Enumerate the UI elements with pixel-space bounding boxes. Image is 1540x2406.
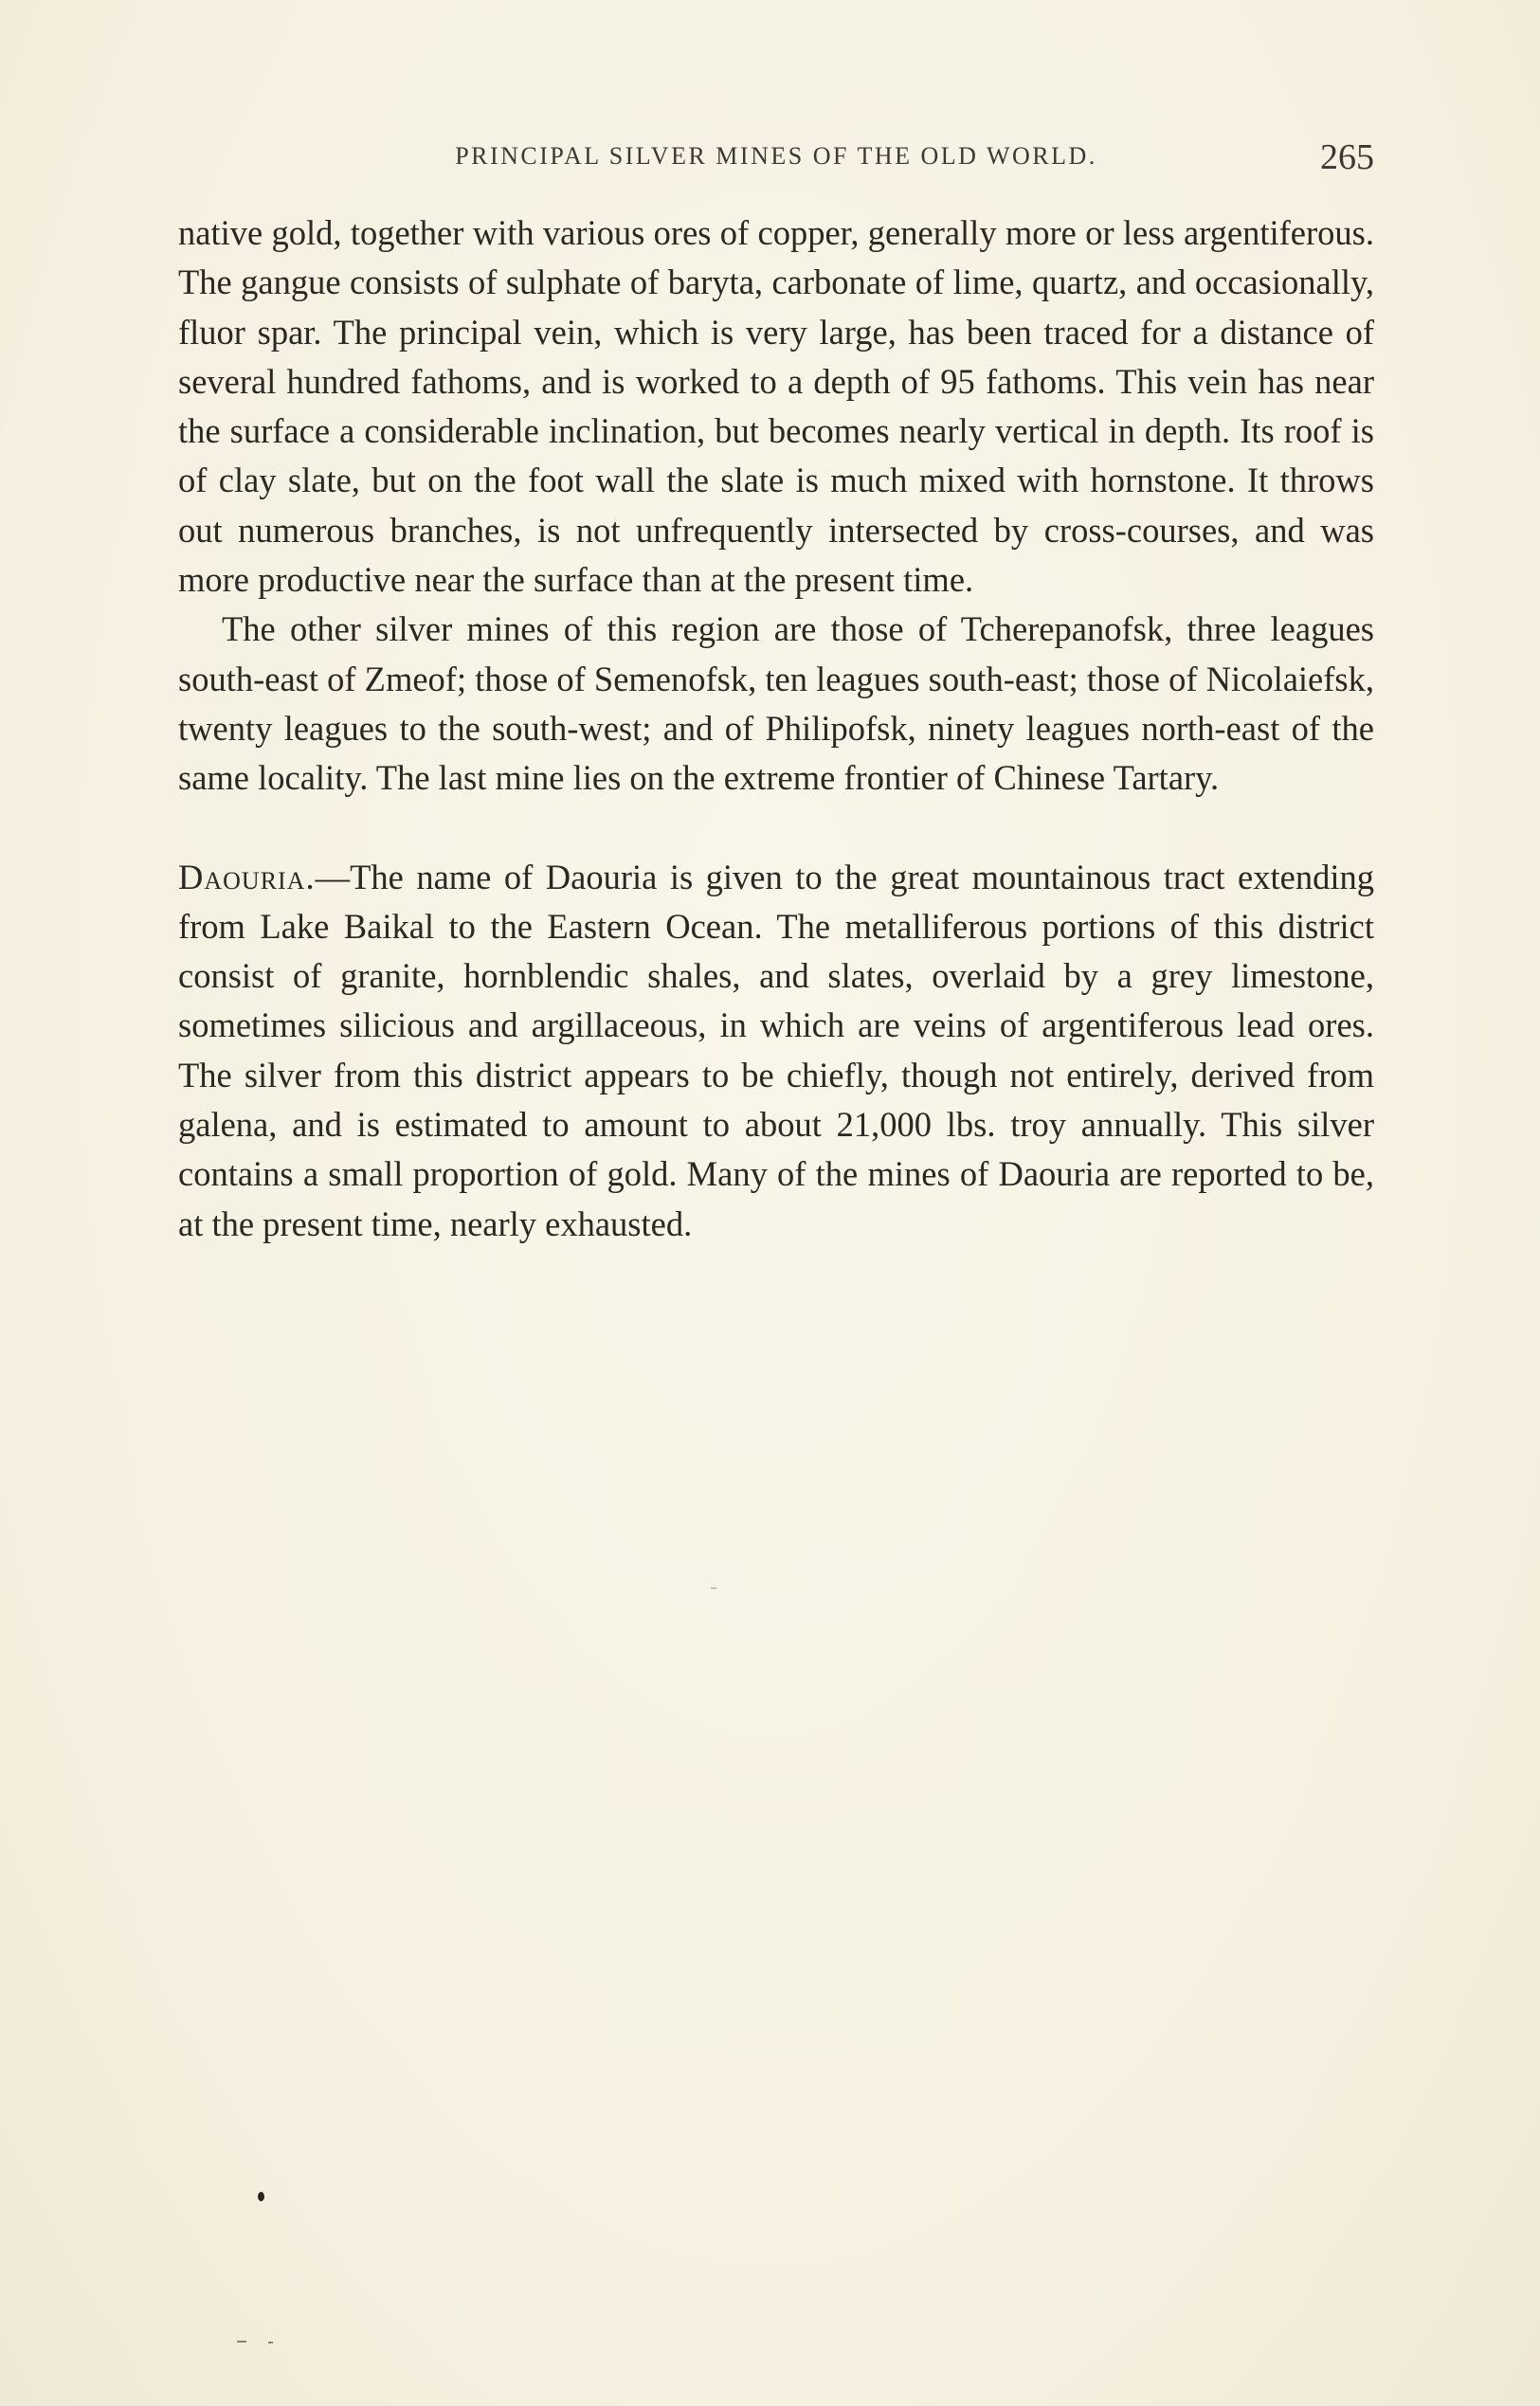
stray-mark xyxy=(237,2341,246,2343)
stray-mark xyxy=(711,1587,716,1589)
paragraph-daouria-text: —The name of Daouria is given to the great mountainous tract extending from Lake Baikal to the Eastern Ocean. The metalliferous portions of this district consist of granite, hornblendic shales, and slates, overlaid by a grey limestone, sometimes silicious and argillaceous, in which are veins of argentiferous lead ores. The silver from this district appears to be chiefly, though not entirely, derived from galena, and is estimated to amount to about 21,000 lbs. troy annually. This silver contains a small proportion of gold. Many of the mines of Daouria are reported to be, at the present time, nearly exhausted. xyxy=(178,857,1374,1243)
paragraph-daouria xyxy=(178,853,1374,1249)
paragraph-other-mines: The other silver mines of this region are those of Tcherepanofsk, three leagues south-east of Zmeof; those of Semenofsk, ten leagues south-east; those of Nicolaiefsk, twenty leagues to the south-west; and of Philipofsk, ninety leagues north-east of the same locality. The last mine lies on the extreme frontier of Chinese Tartary. xyxy=(178,609,1374,798)
body-text xyxy=(178,208,1374,1249)
section-heading-daouria: Daouria. xyxy=(178,857,316,896)
page-number: 265 xyxy=(1320,137,1374,177)
running-title: PRINCIPAL SILVER MINES OF THE OLD WORLD. xyxy=(455,142,1097,170)
ink-speck xyxy=(258,2192,264,2201)
stray-mark xyxy=(268,2342,273,2343)
running-head xyxy=(178,137,1374,180)
paragraph-continued: native gold, together with various ores of copper, generally more or less argentiferous. The gangue consists of sulphate of baryta, carbonate of lime, quartz, and occasionally, fluor spar. The principal vein, which is very large, has been traced for a distance of several hundred fathoms, and is worked to a depth of 95 fathoms. This vein has near the surface a considerable inclination, but becomes nearly vertical in depth. Its roof is of clay slate, but on the foot wall the slate is much mixed with hornstone. It throws out numerous branches, is not unfrequently intersected by cross-courses, and was more productive near the surface than at the present time. xyxy=(178,213,1374,600)
